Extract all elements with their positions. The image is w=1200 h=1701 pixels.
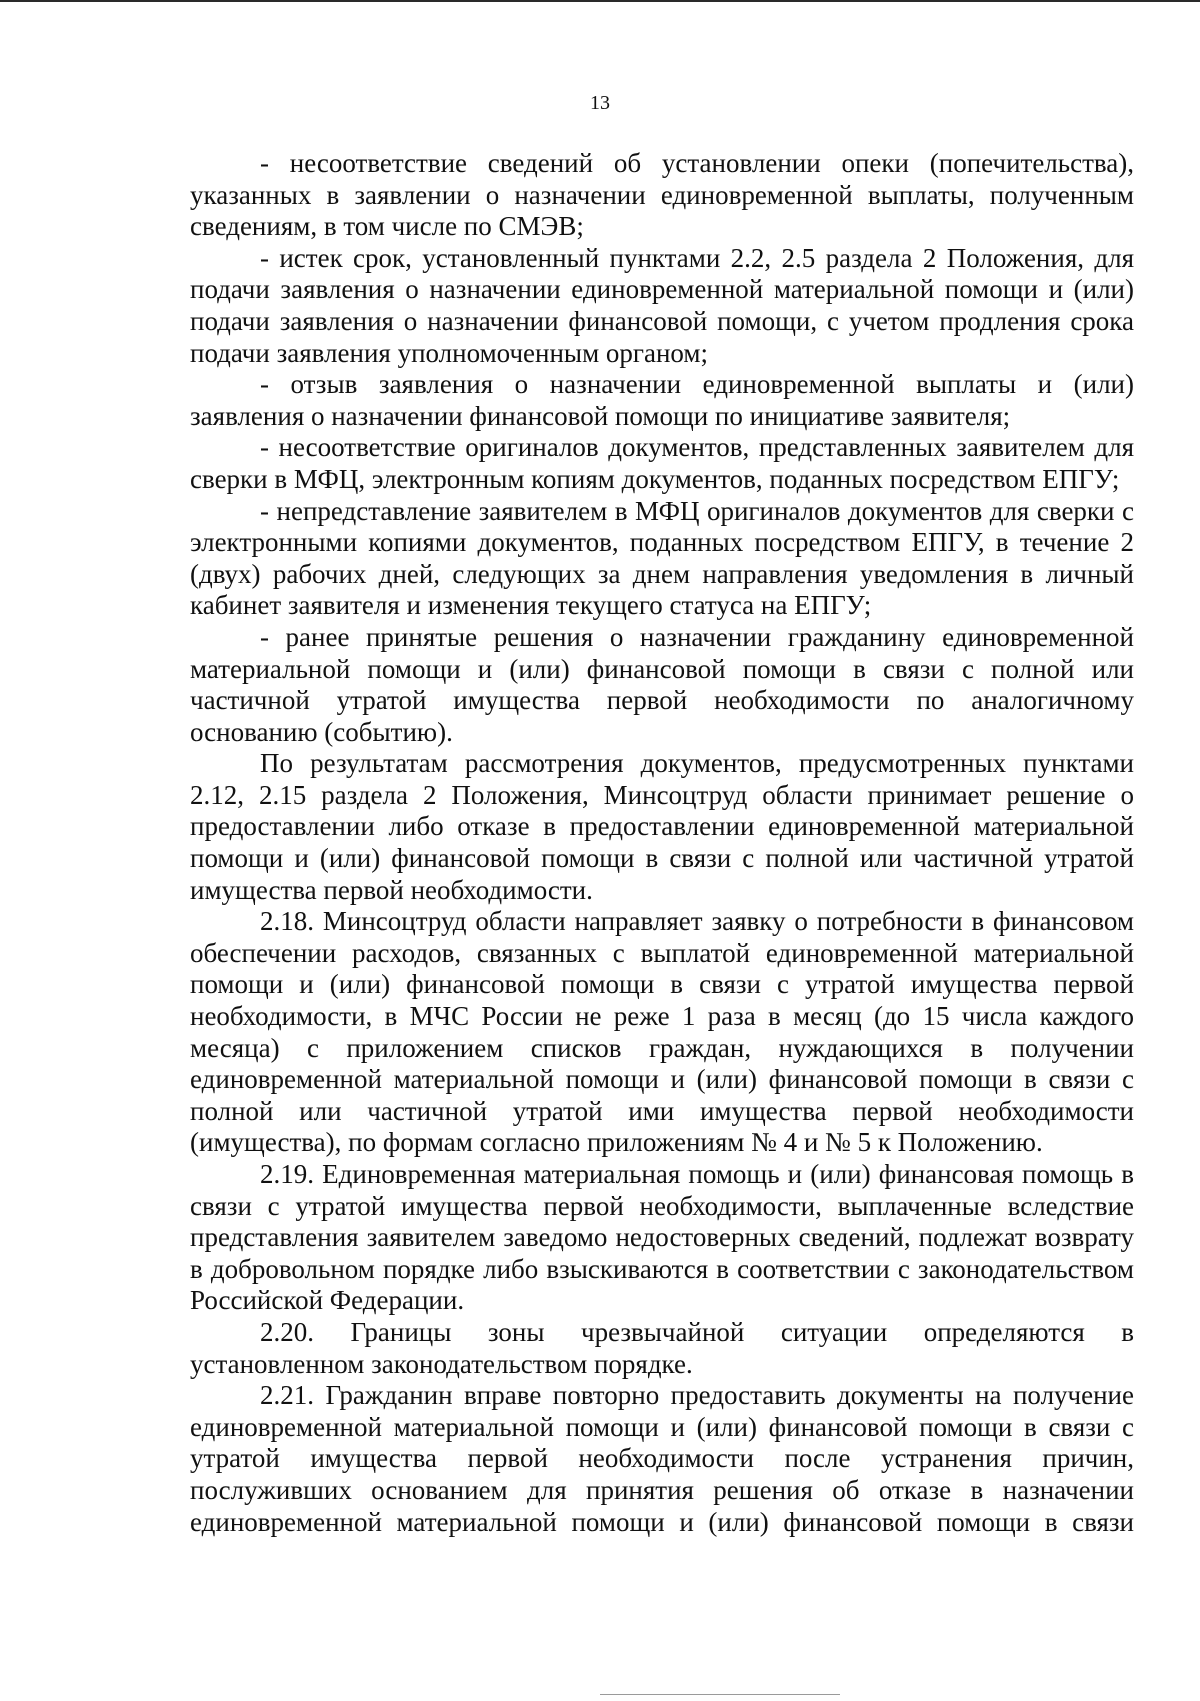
document-body <box>190 148 1134 1538</box>
scan-top-edge <box>0 0 1200 2</box>
paragraph-originals-mismatch: - несоответствие оригиналов документов, представленных заявителем для сверки в МФЦ, электронным копиям документов, поданных посредством ЕПГУ; <box>190 432 1134 494</box>
paragraph-deadline-expired: - истек срок, установленный пунктами 2.2, 2.5 раздела 2 Положения, для подачи заявления о назначении единовременной материальной помощи и (или) подачи заявления о назначении финансовой помощи, с учетом продления срока подачи заявления уполномоченным органом; <box>190 242 1134 368</box>
page-number: 13 <box>590 92 610 114</box>
paragraph-2-20: 2.20. Границы зоны чрезвычайной ситуации определяются в установленном законодательством порядке. <box>190 1316 1134 1379</box>
scan-bottom-mark <box>600 1694 840 1695</box>
paragraph-2-19: 2.19. Единовременная материальная помощь и (или) финансовая помощь в связи с утратой имущества первой необходимости, выплаченные вследствие представления заявителем заведомо недостоверных сведений, подлежат возврату в добровольном порядке либо взыскиваются в соответствии с законодательством Российской Федерации. <box>190 1159 1134 1316</box>
paragraph-application-withdrawal: - отзыв заявления о назначении единовременной выплаты и (или) заявления о назначении финансовой помощи по инициативе заявителя; <box>190 369 1134 431</box>
paragraph-review-results: По результатам рассмотрения документов, предусмотренных пунктами 2.12, 2.15 раздела 2 Положения, Минсоцтруд области принимает решение о предоставлении либо отказе в предоставлении единовременной материальной помощи и (или) финансовой помощи в связи с полной или частичной утратой имущества первой необходимости. <box>190 748 1134 905</box>
paragraph-previous-decisions: - ранее принятые решения о назначении гражданину единовременной материальной помощи и (или) финансовой помощи в связи с полной или частичной утратой имущества первой необходимости по аналогичному основанию (событию). <box>190 621 1134 747</box>
paragraph-guardianship-mismatch: - несоответствие сведений об установлении опеки (попечительства), указанных в заявлении о назначении единовременной выплаты, полученным сведениям, в том числе по СМЭВ; <box>190 148 1134 242</box>
paragraph-2-18: 2.18. Минсоцтруд области направляет заявку о потребности в финансовом обеспечении расходов, связанных с выплатой единовременной материальной помощи и (или) финансовой помощи в связи с утратой имущества первой необходимости, в МЧС России не реже 1 раза в месяц (до 15 числа каждого месяца) с приложением списков граждан, нуждающихся в получении единовременной материальной помощи и (или) финансовой помощи в связи с полной или частичной утратой ими имущества первой необходимости (имущества), по формам согласно приложениям № 4 и № 5 к Положению. <box>190 906 1134 1158</box>
paragraph-2-21: 2.21. Гражданин вправе повторно предоставить документы на получение единовременной материальной помощи и (или) финансовой помощи в связи с утратой имущества первой необходимости после устранения причин, послуживших основанием для принятия решения об отказе в назначении единовременной материальной помощи и (или) финансовой помощи в связи <box>190 1380 1134 1537</box>
paragraph-originals-not-provided: - непредставление заявителем в МФЦ оригиналов документов для сверки с электронными копиями документов, поданных посредством ЕПГУ, в течение 2 (двух) рабочих дней, следующих за днем направления уведомления в личный кабинет заявителя и изменения текущего статуса на ЕПГУ; <box>190 495 1134 621</box>
